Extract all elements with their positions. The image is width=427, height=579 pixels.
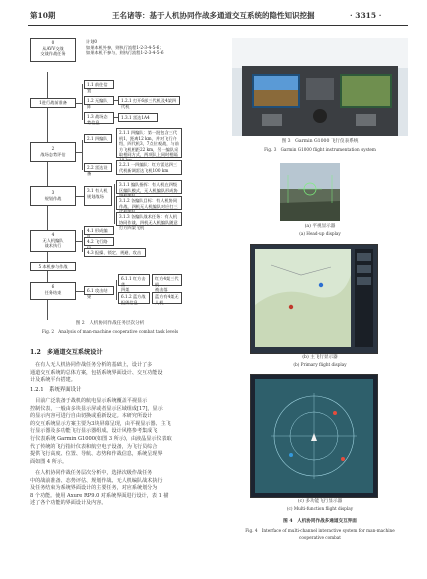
page-number-right: · 3315 · xyxy=(350,11,382,20)
head-up-display-image xyxy=(280,163,340,221)
fig4c-caption-en: (c) Multi-function flight display xyxy=(286,506,354,511)
fig4-caption-en-line2: cooperative combat xyxy=(299,535,341,540)
flow-node-2-2: 2.2 雷达设备 xyxy=(84,163,112,172)
flow-node-0: 0 从AVV交战 交战作战任务 xyxy=(30,38,76,62)
primary-flight-display-image xyxy=(250,244,378,354)
flow-node-6-1: 6.1 攻击结果 xyxy=(84,286,114,295)
paragraph-3: 在人机协同作战任务层次分析中，选择次级作战任务 中的战前准备、态势评估、规划作战、无人机编队战术执行 及任务结束为系统界面设计的主要任务，对应系统划分为 8 个功能。使用 Axure RP9.0 对系统界面进行设计，表 1 描 述了各个功能的界面设计及内容。 xyxy=(30,470,169,507)
flow-node-4-1: 4.1 形成编 xyxy=(84,226,114,235)
paragraph-2: 目前广泛装备于战机的航电显示系统覆盖平视显示 控制仪表，一般由多块显示屏或者显示区域组成[17]，显示 的显示内容可进行自由切换或重新设定。本研究所设计 的交互系统显示方案主要为3块屏幕呈现，由平视显示器、主飞 行显示器及多功能飞行显示器组成。设计风格参考集成飞 行仪表系统 Garmin G1000(如图 3 所示)，由液晶显示仪表取 代了传统的飞行指针仪表和航空电子设备，为飞行员综合 提供飞行高度、位置、导航、态势和作战信息，系统呈现界 面如图 4 所示。 xyxy=(30,398,172,465)
flow-node-2-2-1: 2.2.1 一四编队：红方雷达四三代机新调雷达飞机100 km xyxy=(116,160,182,175)
garmin-g1000-cockpit-photo xyxy=(232,38,408,136)
flow-node-1-3-1: 1.3.1 雷达1A4 xyxy=(118,113,158,122)
task-flowchart xyxy=(0,0,215,340)
flow-node-1-2: 1.2 无编队阵 xyxy=(84,96,114,105)
flow-node-3-1-3: 3.1.3 各编队战术任务：有人机协同作战，四机无人机编队随意打方四架飞机 xyxy=(116,212,182,226)
flow-node-1: 1进行战前准备 xyxy=(30,98,76,108)
flow-node-6-1-2: 6.1.2 蓝方战 报毁信息 xyxy=(118,292,150,304)
fig4a-caption-cn: (a) 平视显示器 xyxy=(304,224,336,229)
flow-node-1-3: 1.3 战场态势信息 xyxy=(84,112,114,124)
fig4-caption-en-line1: Fig. 4 Interface of multi-channel interactive system for man-machine xyxy=(245,528,395,533)
subsection-heading: 1.2.1 系统界面设计 xyxy=(30,387,82,393)
running-title: 王名诸等：基于人机协同作战多通道交互系统的隐性知识挖掘 xyxy=(112,11,315,20)
flow-node-0-plan: 计划0 如果本机外参，则执行流程1-2-3-4-5-6； 如果本机不参与，则执行流程1-2-3-4-5-6 xyxy=(84,38,184,62)
fig3-caption-cn: 图 3 Garmin G1000 飞行仪表系统 xyxy=(281,139,359,144)
flow-node-1-2-1: 1.2.1 打开6部三代机及4架四代机 xyxy=(118,96,180,105)
flow-node-2-1: 2.1 四编队 xyxy=(84,134,112,143)
flow-node-6-1-1-result: 红方4架三代机 被击落 xyxy=(152,274,182,286)
flow-node-3-1-1: 3.1.1 编队指挥：有人机在四级区编队模式，无人机编队形成协 xyxy=(116,180,182,194)
fig2-caption-cn: 图 2 人机协同作战任务层次分析 xyxy=(75,321,145,326)
flow-node-3: 3 规划作战 xyxy=(30,186,76,206)
multi-function-display-image xyxy=(250,374,378,498)
flow-node-6-1-2-result: 蓝方有4架无 人机 xyxy=(152,292,182,304)
flow-node-3-1-2: 3.1.2 各编队目标：有人机协同作战，四机无人机编队对应打三 xyxy=(116,196,182,210)
flow-node-3-1: 3.1 有人机 规划战场 xyxy=(84,186,112,206)
flow-node-2-1-1: 2.1.1 四编队：第一批包含三代机1，距离12 km，并对飞行介绍，四代机3，7点位观战，与前方飞机相距22 km，另一编队采取相同方式，两项队上同时相隔 xyxy=(116,128,182,158)
fig4b-caption-cn: (b) 主飞行显示器 xyxy=(302,355,338,360)
fig4b-caption-en: (b) Primary flight display xyxy=(293,362,347,367)
flow-node-2: 2 战场态势评估 xyxy=(30,142,76,162)
flow-node-4-3: 4.3 报操、锁定、规避、攻击 xyxy=(84,248,146,257)
fig2-caption-en: Fig. 2 Analysis of man-machine cooperative combat task levels xyxy=(41,329,179,334)
page-number-left: 第10期 xyxy=(30,11,56,20)
section-heading: 1.2 多通道交互系统设计 xyxy=(30,349,103,356)
fig4-caption-cn: 图 4 人机协同作战多通道交互界面 xyxy=(283,519,357,524)
flow-node-6-1-1: 6.1.1 红方击落 四架 xyxy=(118,274,150,286)
flow-node-1-1: 1.1 前往信置 xyxy=(84,80,114,89)
fig4c-caption-cn: (c) 多功能飞行显示器 xyxy=(297,499,343,504)
fig3-caption-en: Fig. 3 Garmin G1000 flight instrumentation system xyxy=(264,147,376,152)
flow-node-6: 6 任务结束 xyxy=(30,282,76,300)
flow-node-4: 4 无人机编队 战术执行 xyxy=(30,230,76,252)
paragraph-1: 在有人无人机协同作战任务分析的基础上，设计了多 通道交互系统的总体方案，包括系统界面设计、交互功能设 计及系统平台搭建。 xyxy=(30,362,163,384)
flow-node-5: 5 本机参与作战 xyxy=(30,262,76,271)
fig4a-caption-en: (a) Head-up display xyxy=(299,231,341,236)
flow-node-4-2: 4.2 飞行路 xyxy=(84,237,114,246)
